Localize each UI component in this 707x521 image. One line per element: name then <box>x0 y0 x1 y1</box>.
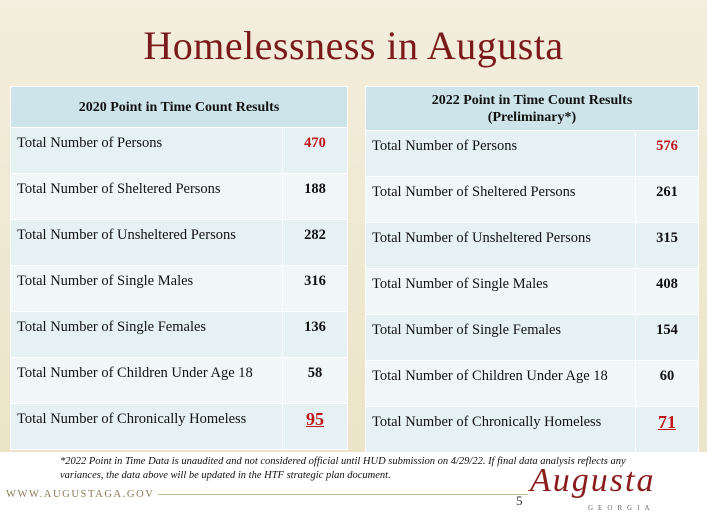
row-value: 71 <box>636 407 699 453</box>
table-row <box>366 223 699 269</box>
table-row <box>11 220 348 266</box>
row-label: Total Number of Persons <box>366 131 636 177</box>
table-2020-header: 2020 Point in Time Count Results <box>11 87 348 128</box>
row-value: 282 <box>283 220 348 266</box>
website-link[interactable]: WWW.AUGUSTAGA.GOV <box>6 489 155 500</box>
row-value: 58 <box>283 358 348 404</box>
table-row <box>11 266 348 312</box>
row-label: Total Number of Children Under Age 18 <box>11 358 283 404</box>
table-row <box>366 269 699 315</box>
table-row <box>366 361 699 407</box>
row-label: Total Number of Single Males <box>11 266 283 312</box>
table-row <box>11 358 348 404</box>
row-label: Total Number of Chronically Homeless <box>11 404 283 450</box>
row-label: Total Number of Single Females <box>11 312 283 358</box>
augusta-logo <box>530 462 700 518</box>
table-2022-header-line1: 2022 Point in Time Count Results <box>431 92 633 108</box>
footnote: *2022 Point in Time Data is unaudited and not considered official until HUD submission on 4/29/22. If final data analysis reflects any variances, the data above will be updated in the HTF strategic plan document. <box>60 456 626 481</box>
table-2020 <box>10 86 348 450</box>
logo-subtitle: GEORGIA <box>588 504 655 512</box>
row-label: Total Number of Sheltered Persons <box>366 177 636 223</box>
table-row <box>366 177 699 223</box>
row-value: 315 <box>636 223 699 269</box>
page-number: 5 <box>516 493 523 508</box>
row-value: 136 <box>283 312 348 358</box>
row-label: Total Number of Sheltered Persons <box>11 174 283 220</box>
table-2022-header <box>366 87 699 131</box>
row-value: 154 <box>636 315 699 361</box>
row-value: 316 <box>283 266 348 312</box>
row-label: Total Number of Single Females <box>366 315 636 361</box>
table-2022 <box>365 86 699 453</box>
row-value: 576 <box>636 131 699 177</box>
table-row <box>11 404 348 450</box>
row-value: 95 <box>283 404 348 450</box>
row-label: Total Number of Children Under Age 18 <box>366 361 636 407</box>
row-value: 60 <box>636 361 699 407</box>
row-value: 188 <box>283 174 348 220</box>
slide-title: Homelessness in Augusta <box>143 23 564 68</box>
table-row <box>366 315 699 361</box>
logo-wordmark: Augusta <box>530 462 656 499</box>
table-row <box>11 174 348 220</box>
table-2022-header-line2: (Preliminary*) <box>487 109 577 125</box>
row-value: 470 <box>283 128 348 174</box>
row-label: Total Number of Unsheltered Persons <box>11 220 283 266</box>
table-row <box>11 312 348 358</box>
row-label: Total Number of Chronically Homeless <box>366 407 636 453</box>
row-value: 408 <box>636 269 699 315</box>
table-row <box>11 128 348 174</box>
row-value: 261 <box>636 177 699 223</box>
footer-divider <box>158 494 528 495</box>
row-label: Total Number of Single Males <box>366 269 636 315</box>
row-label: Total Number of Persons <box>11 128 283 174</box>
table-row <box>366 131 699 177</box>
table-row <box>366 407 699 453</box>
row-label: Total Number of Unsheltered Persons <box>366 223 636 269</box>
